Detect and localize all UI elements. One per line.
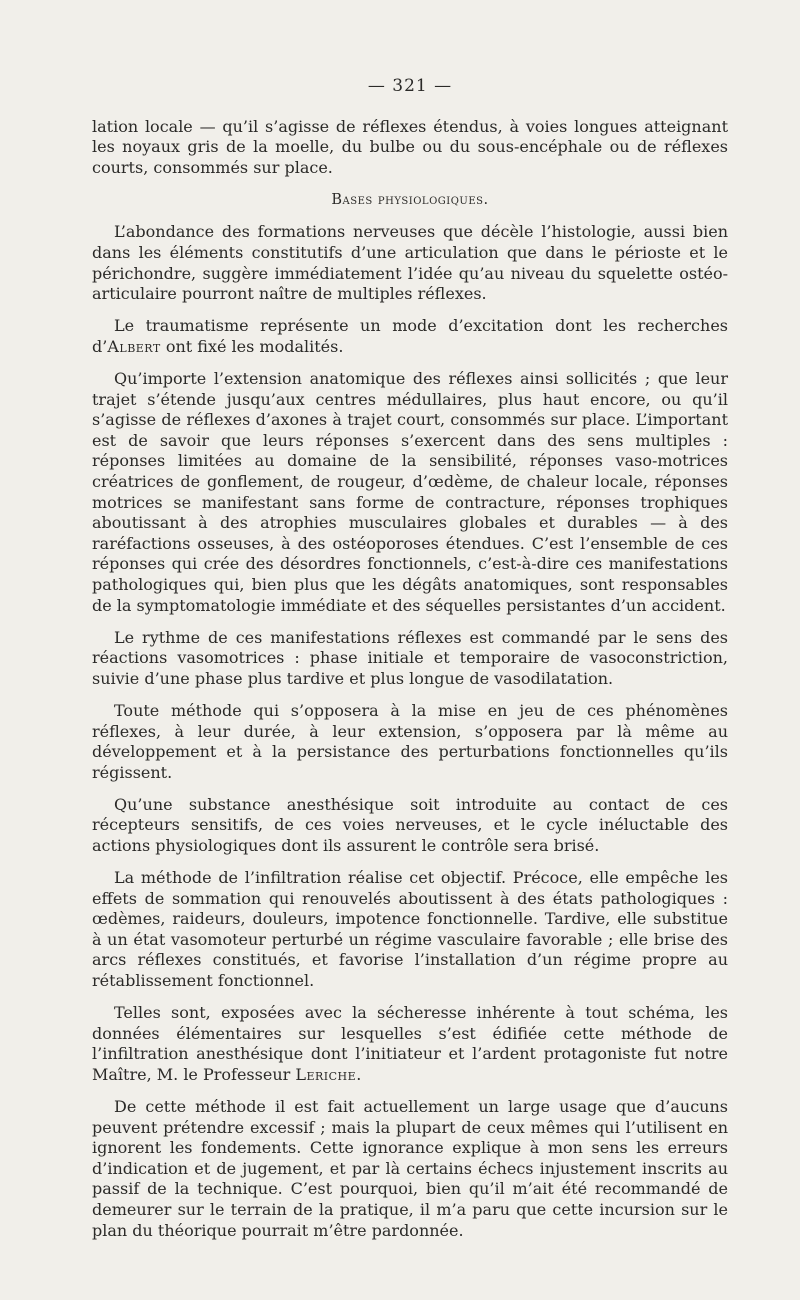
paragraph-usage: De cette méthode il est fait actuellement un large usage que d’aucuns peuvent prétendre excessif ; mais la plupart de ceux mêmes qui l’utilisent en ignorent les fondements. Cette ignorance explique à mon sens les erreurs d’indication et de jugement, et par là certains échecs injustement inscrits au passif de la technique. C’est pourquoi, bien qu’il m’ait été recommandé de demeurer sur le terrain de la pratique, il m’a paru que cette incursion sur le plan du théorique pourrait m’être pardonnée. <box>92 1097 728 1240</box>
paragraph-schema <box>92 1003 728 1085</box>
paragraph-methode: Toute méthode qui s’opposera à la mise en jeu de ces phénomènes réflexes, à leur durée, à leur extension, s’opposera par là même au développement et à la persistance des perturbations fonctionnelles qu’ils régissent. <box>92 700 728 782</box>
paragraph-text: Le traumatisme représente un mode d’excitation dont les recherches d’ <box>92 316 728 356</box>
paragraph-traumatisme <box>92 316 728 357</box>
paragraph-text: Telles sont, exposées avec la sécheresse inhérente à tout schéma, les données élémentaires sur lesquelles s’est édifiée cette méthode de l’infiltration anesthésique dont l’initiateur et l’ardent protagoniste fut notre Maître, M. le Professeur <box>92 1003 728 1084</box>
paragraph-continuation: lation locale — qu’il s’agisse de réflexes étendus, à voies longues atteignant les noyaux gris de la moelle, du bulbe ou du sous-encéphale ou de réflexes courts, consommés sur place. <box>92 116 728 177</box>
author-name-albert: Albert <box>107 336 161 356</box>
paragraph-extension: Qu’importe l’extension anatomique des réflexes ainsi sollicités ; que leur trajet s’étende jusqu’aux centres médullaires, plus haut encore, ou qu’il s’agisse de réflexes d’axones à trajet court, consommés sur place. L’important est de savoir que leurs réponses s’exercent dans des sens multiples : réponses limitées au domaine de la sensibilité, réponses vaso-motrices créatrices de gonflement, de rougeur, d’œdème, de chaleur locale, réponses motrices se manifestant sans forme de contracture, réponses trophiques aboutissant à des atrophies musculaires globales et durables — à des raréfactions osseuses, à des ostéoporoses étendues. C’est l’ensemble de ces réponses qui crée des désordres fonctionnels, c’est-à-dire ces manifestations pathologiques qui, bien plus que les dégâts anatomiques, sont responsables de la symptomatologie immédiate et des séquelles persistantes d’un accident. <box>92 369 728 615</box>
page-number: — 321 — <box>367 76 453 96</box>
document-page <box>92 76 728 1253</box>
author-name-leriche: Leriche <box>295 1064 357 1084</box>
paragraph-rythme: Le rythme de ces manifestations réflexes est commandé par le sens des réactions vasomotrices : phase initiale et temporaire de vasoconstriction, suivie d’une phase plus tardive et plus longue de vasodilatation. <box>92 627 728 688</box>
paragraph-infiltration: La méthode de l’infiltration réalise cet objectif. Précoce, elle empêche les effets de sommation qui renouvelés aboutissent à des états pathologiques : œdèmes, raideurs, douleurs, impotence fonctionnelle. Tardive, elle substitue à un état vasomoteur perturbé un régime vasculaire favorable ; elle brise des arcs réflexes constitués, et favorise l’installation d’un régime propre au rétablissement fonctionnel. <box>92 868 728 991</box>
paragraph-text: . <box>356 1064 362 1084</box>
paragraph-anesthesique: Qu’une substance anesthésique soit introduite au contact de ces récepteurs sensitifs, de ces voies nerveuses, et le cycle inéluctable des actions physiologiques dont ils assurent le contrôle sera brisé. <box>92 794 728 855</box>
section-title: Bases physiologiques. <box>331 191 489 208</box>
paragraph-histologie: L’abondance des formations nerveuses que décèle l’histologie, aussi bien dans les éléments constitutifs d’une articulation que dans le périoste et le périchondre, suggère immédiatement l’idée qu’au niveau du squelette ostéo-articulaire pourront naître de multiples réflexes. <box>92 222 728 304</box>
paragraph-text: ont fixé les modalités. <box>160 336 344 356</box>
